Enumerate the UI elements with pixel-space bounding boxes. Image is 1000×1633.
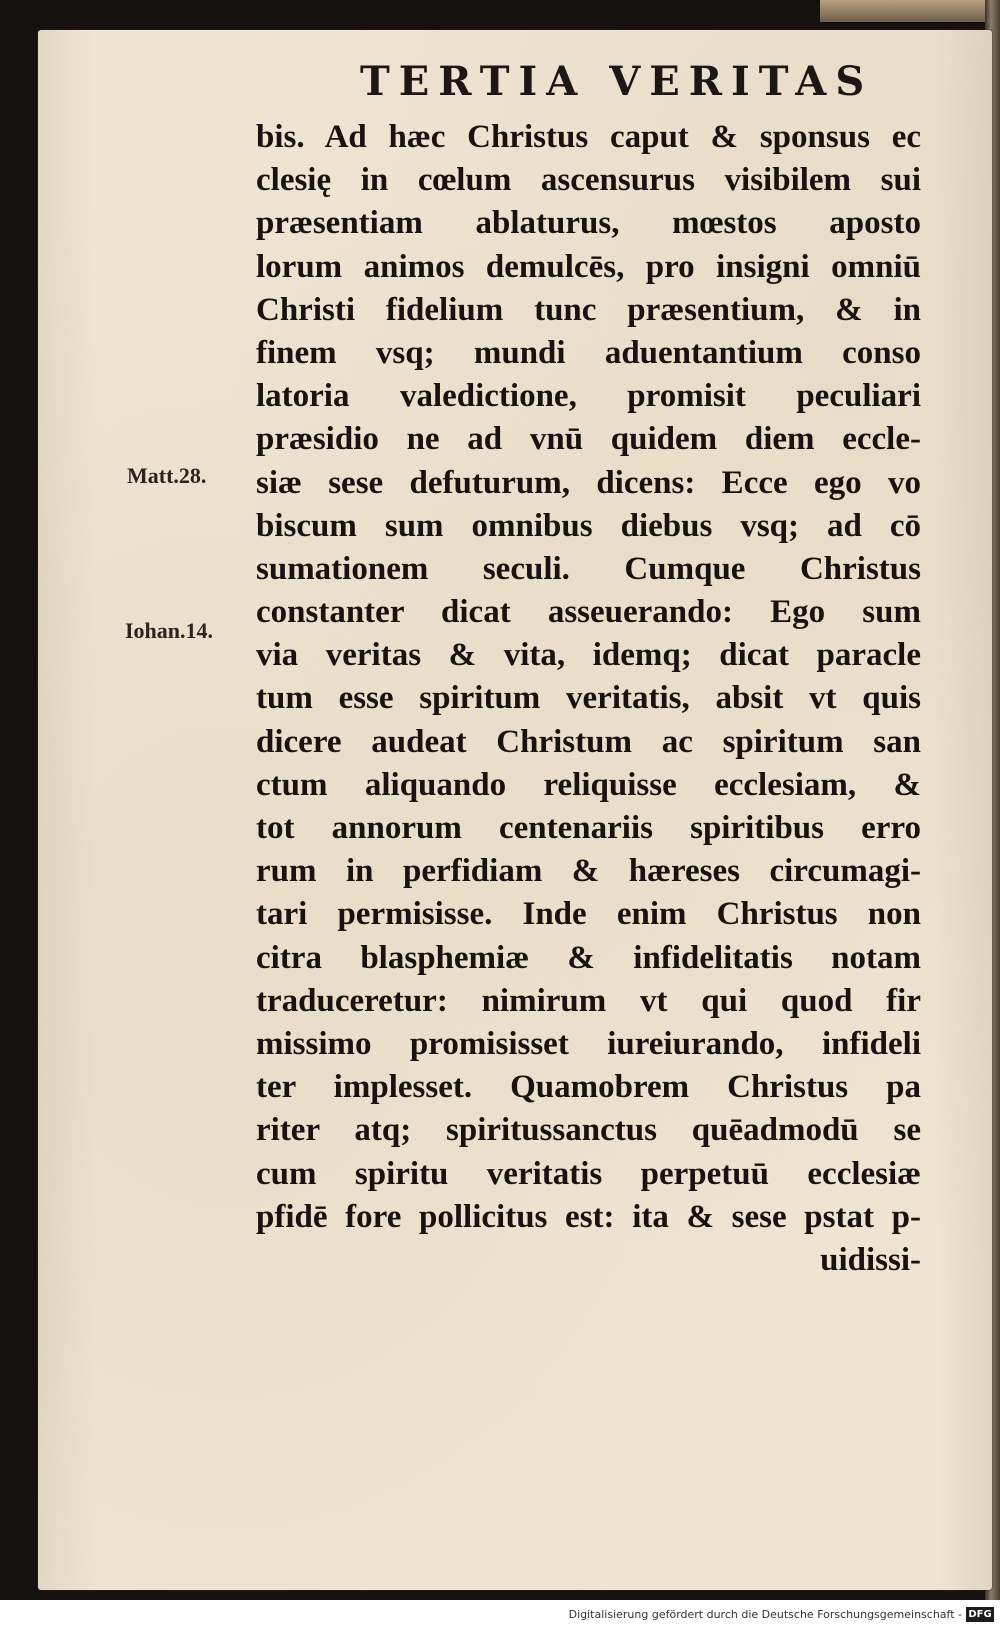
text-line: riter atq; spiritussanctus quēadmodū se xyxy=(256,1112,921,1149)
text-line: traduceretur: nimirum vt qui quod fir xyxy=(256,982,921,1019)
text-line: tari permisisse. Inde enim Christus non xyxy=(256,896,921,933)
text-line: clesię in cœlum ascensurus visibilem sui xyxy=(256,162,921,199)
marginal-note-matt: Matt.28. xyxy=(127,463,207,488)
text-line: præsentiam ablaturus, mœstos aposto xyxy=(256,205,921,242)
marginal-note-johan: Iohan.14. xyxy=(125,618,214,643)
text-line: lorum animos demulcēs, pro insigni omniū xyxy=(256,248,921,285)
text-line: finem vsq; mundi aduentantium conso xyxy=(256,334,921,371)
text-line: missimo promisisset iureiurando, infideli xyxy=(256,1025,921,1062)
dfg-logo: DFG xyxy=(966,1607,994,1622)
text-line: sumationem seculi. Cumque Christus xyxy=(256,550,921,587)
text-line: rum in perfidiam & hæreses circumagi- xyxy=(256,853,921,890)
text-line: tot annorum centenariis spiritibus erro xyxy=(256,810,921,846)
text-line: siæ sese defuturum, dicens: Ecce ego vo xyxy=(256,464,921,501)
text-line: ctum aliquando reliquisse ecclesiam, & xyxy=(256,766,921,803)
text-line: pfidē fore pollicitus est: ita & sese pstat p- xyxy=(256,1198,921,1235)
text-line: biscum sum omnibus diebus vsq; ad cō xyxy=(256,507,921,544)
catchword: uidissi- xyxy=(820,1241,921,1278)
book-top-edge xyxy=(820,0,1000,22)
text-line: Christi fidelium tunc præsentium, & in xyxy=(256,291,921,328)
digitization-footer xyxy=(0,1600,1000,1633)
text-line: cum spiritu veritatis perpetuū ecclesiæ xyxy=(256,1155,921,1192)
text-line: via veritas & vita, idemq; dicat paracle xyxy=(256,637,921,674)
text-line: latoria valedictione, promisit peculiari xyxy=(256,378,921,415)
text-line: citra blasphemiæ & infidelitatis notam xyxy=(256,939,921,976)
text-line: ter implesset. Quamobrem Christus pa xyxy=(256,1069,921,1106)
text-line: præsidio ne ad vnū quidem diem eccle- xyxy=(256,421,921,458)
running-head: TERTIA VERITAS xyxy=(360,58,874,105)
text-line: constanter dicat asseuerando: Ego sum xyxy=(256,594,921,631)
body-text xyxy=(256,116,921,1282)
text-line: bis. Ad hæc Christus caput & sponsus ec xyxy=(256,119,921,155)
text-line: tum esse spiritum veritatis, absit vt quis xyxy=(256,680,921,717)
funding-credit: Digitalisierung gefördert durch die Deutsche Forschungsgemeinschaft - xyxy=(568,1608,962,1621)
text-line: dicere audeat Christum ac spiritum san xyxy=(256,723,921,760)
